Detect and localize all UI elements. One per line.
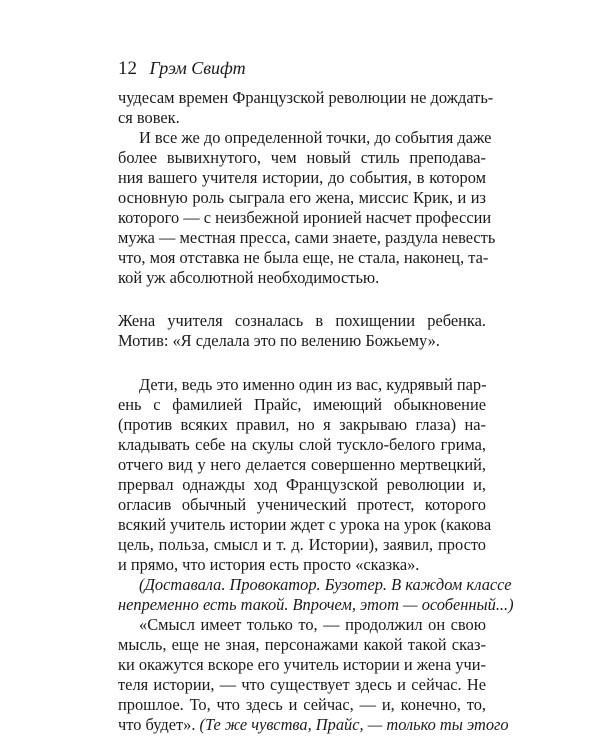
text-line: кой уж абсолютной необходимостью. (118, 268, 380, 287)
text-line: ся вовек. (118, 108, 180, 127)
text-line: чудесам времен Французской революции не дождать- (118, 88, 494, 107)
text-fragment: что будет». (118, 715, 196, 734)
text-line: Дети, ведь это именно один из вас, кудрявый пар- (139, 375, 487, 394)
text-line: мужа — местная пресса, сами знаете, раздула невесть (118, 228, 496, 247)
page-number: 12 (118, 58, 137, 79)
text-line: ки окажутся вскоре его учитель истории и жена учи- (118, 655, 486, 674)
text-line-italic: (Доставала. Провокатор. Бузотер. В каждом классе (139, 575, 512, 594)
text-line: огласив обычный ученический протест, которого (118, 495, 486, 514)
text-line: прервал однажды ход Французской революции и, (118, 475, 486, 494)
text-line: цель, польза, смысл и т. д. Истории), заявил, просто (118, 535, 486, 554)
text-line: кладывать себе на скулы слой тускло-белого грима, (118, 435, 486, 454)
text-fragment-italic: (Те же чувства, Прайс, — только ты этого (199, 715, 509, 734)
text-line: (против всяких правил, но я закрываю глаза) на- (118, 415, 486, 434)
text-line: ень с фамилией Прайс, имеющий обыкновение (118, 395, 486, 414)
text-line: «Смысл имеет только то, — продолжил он свою (139, 615, 486, 634)
text-line: прошлое. То, что здесь и сейчас, — и, конечно, то, (118, 695, 486, 714)
text-line: Жена учителя созналась в похищении ребенка. (118, 311, 486, 330)
text-line: И все же до определенной точки, до события даже (139, 128, 492, 147)
text-line: теля истории, — что существует здесь и сейчас. Не (118, 675, 486, 694)
text-line: более вывихнутого, чем новый стиль преподава- (118, 148, 486, 167)
text-line-italic: непременно есть такой. Впрочем, этот — особенный...) (118, 595, 514, 614)
text-line: мысль, еще не зная, персонажами какой такой сказ- (118, 635, 486, 654)
text-line-mixed (118, 715, 509, 735)
text-line: всякий учитель истории ждет с урока на урок (какова (118, 515, 492, 534)
text-line: что, моя отставка не была еще, не стала, наконец, та- (118, 248, 489, 267)
text-line: которого — с неизбежной иронией насчет профессии (118, 208, 492, 227)
page-header (118, 57, 246, 80)
text-line: основную роль сыграла его жена, миссис Крик, и из (118, 188, 486, 207)
text-line: отчего вид у него делается совершенно мертвецкий, (118, 455, 486, 474)
text-line: Мотив: «Я сделала это по велению Божьему». (118, 331, 440, 350)
text-line: и прямо, что история есть просто «сказка». (118, 555, 420, 574)
text-line: ния вашего учителя истории, до события, в котором (118, 168, 486, 187)
running-title: Грэм Свифт (149, 58, 246, 78)
